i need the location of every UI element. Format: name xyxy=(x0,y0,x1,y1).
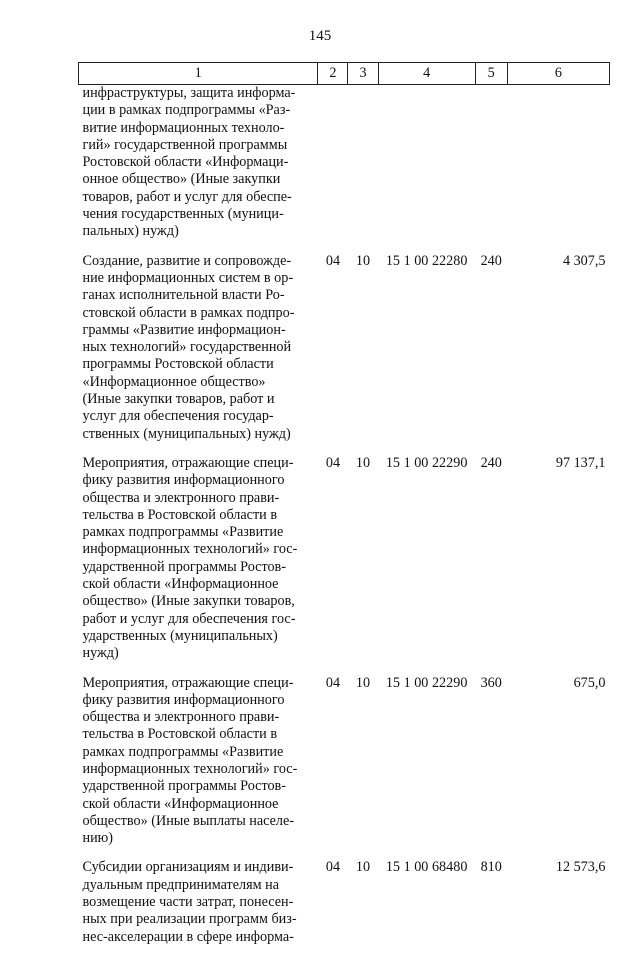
row-target-article xyxy=(378,85,475,253)
table-row xyxy=(79,455,610,675)
description-line: возмещение части затрат, понесен- xyxy=(82,894,294,911)
row-target-article: 15 1 00 22290 xyxy=(385,454,468,471)
table-row xyxy=(79,859,610,957)
table-row xyxy=(79,253,610,455)
row-description xyxy=(79,675,318,860)
header-row xyxy=(79,63,610,85)
description-line: инфраструктуры, защита информа- xyxy=(82,85,296,101)
header-col-6: 6 xyxy=(507,63,609,85)
row-section-code: 04 xyxy=(325,454,341,471)
header-col-4: 4 xyxy=(378,63,475,85)
description-line: ударственной программы Ростов- xyxy=(82,558,286,575)
header-col-1: 1 xyxy=(79,63,318,85)
row-description xyxy=(79,455,318,675)
description-line: ударственных (муниципальных) xyxy=(82,627,278,644)
row-amount: 4 307,5 xyxy=(562,252,606,269)
description-line: товаров, работ и услуг для обеспе- xyxy=(82,188,292,205)
table-body xyxy=(79,85,610,958)
description-line: информационных технологий» гос- xyxy=(82,760,298,777)
row-amount: 97 137,1 xyxy=(555,454,606,471)
description-line: (Иные закупки товаров, работ и xyxy=(82,391,275,408)
description-line: общество» (Иные выплаты населе- xyxy=(82,812,295,829)
description-line: гий» государственной программы xyxy=(82,136,288,153)
row-expense-type: 360 xyxy=(480,674,502,691)
row-expense-type: 240 xyxy=(480,252,502,269)
description-line: информационных технологий» гос- xyxy=(82,541,298,558)
row-description xyxy=(79,253,318,455)
header-col-2: 2 xyxy=(318,63,348,85)
description-line: ние информационных систем в ор- xyxy=(82,269,294,286)
description-line: работ и услуг для обеспечения гос- xyxy=(82,610,296,627)
description-line: стовской области в рамках подпро- xyxy=(82,304,295,321)
description-line: нужд) xyxy=(82,645,119,662)
description-line: Мероприятия, отражающие специ- xyxy=(82,454,294,471)
row-expense-type xyxy=(475,85,507,253)
row-subsection-code: 10 xyxy=(355,674,371,691)
description-line: Создание, развитие и сопровожде- xyxy=(82,252,292,269)
description-line: общество» (Иные закупки товаров, xyxy=(82,593,295,610)
description-line: «Информационное общество» xyxy=(82,373,266,390)
description-line: ганах исполнительной власти Ро- xyxy=(82,287,285,304)
row-section-code: 04 xyxy=(325,674,341,691)
row-subsection-code: 10 xyxy=(355,454,371,471)
description-line: дуальным предпринимателям на xyxy=(82,876,280,893)
table-row xyxy=(79,675,610,860)
description-line: фику развития информационного xyxy=(82,472,285,489)
row-section-code: 04 xyxy=(325,859,341,876)
description-line: пальных) нужд) xyxy=(82,223,179,240)
row-subsection-code: 10 xyxy=(355,252,371,269)
description-line: рамках подпрограммы «Развитие xyxy=(82,524,284,541)
description-line: Субсидии организациям и индиви- xyxy=(82,859,294,876)
description-line: Мероприятия, отражающие специ- xyxy=(82,674,294,691)
description-line: рамках подпрограммы «Развитие xyxy=(82,743,284,760)
description-line: нию) xyxy=(82,830,114,847)
description-line: ных при реализации программ биз- xyxy=(82,911,297,928)
row-expense-type: 810 xyxy=(480,859,502,876)
row-subsection-code xyxy=(348,85,378,253)
description-line: ской области «Информационное xyxy=(82,576,279,593)
row-section-code: 04 xyxy=(325,252,341,269)
table-header xyxy=(79,63,610,85)
row-description xyxy=(79,85,318,253)
header-col-3: 3 xyxy=(348,63,378,85)
budget-table xyxy=(78,62,610,958)
description-line: услуг для обеспечения государ- xyxy=(82,408,274,425)
description-line: общества и электронного прави- xyxy=(82,489,280,506)
description-line: ственных (муниципальных) нужд) xyxy=(82,425,291,442)
row-target-article: 15 1 00 22290 xyxy=(385,674,468,691)
row-description xyxy=(79,859,318,957)
description-line: ской области «Информационное xyxy=(82,795,279,812)
row-amount xyxy=(507,85,609,253)
row-section-code xyxy=(318,85,348,253)
header-col-5: 5 xyxy=(475,63,507,85)
row-amount: 12 573,6 xyxy=(555,859,606,876)
description-line: чения государственных (муници- xyxy=(82,206,284,223)
description-line: нес-акселерации в сфере информа- xyxy=(82,928,294,945)
row-amount: 675,0 xyxy=(573,674,606,691)
description-line: тельства в Ростовской области в xyxy=(82,506,278,523)
description-line: тельства в Ростовской области в xyxy=(82,726,278,743)
row-target-article: 15 1 00 68480 xyxy=(385,859,468,876)
table-row xyxy=(79,85,610,253)
description-line: ных технологий» государственной xyxy=(82,339,292,356)
page-number: 145 xyxy=(308,28,332,44)
row-target-article: 15 1 00 22280 xyxy=(385,252,468,269)
description-line: витие информационных техноло- xyxy=(82,119,285,136)
description-line: Ростовской области «Информаци- xyxy=(82,154,289,171)
row-subsection-code: 10 xyxy=(355,859,371,876)
description-line: программы Ростовской области xyxy=(82,356,274,373)
description-line: ударственной программы Ростов- xyxy=(82,778,286,795)
row-expense-type: 240 xyxy=(480,454,502,471)
description-line: фику развития информационного xyxy=(82,691,285,708)
description-line: ции в рамках подпрограммы «Раз- xyxy=(82,102,291,119)
description-line: общества и электронного прави- xyxy=(82,709,280,726)
description-line: граммы «Развитие информацион- xyxy=(82,321,286,338)
description-line: онное общество» (Иные закупки xyxy=(82,171,281,188)
